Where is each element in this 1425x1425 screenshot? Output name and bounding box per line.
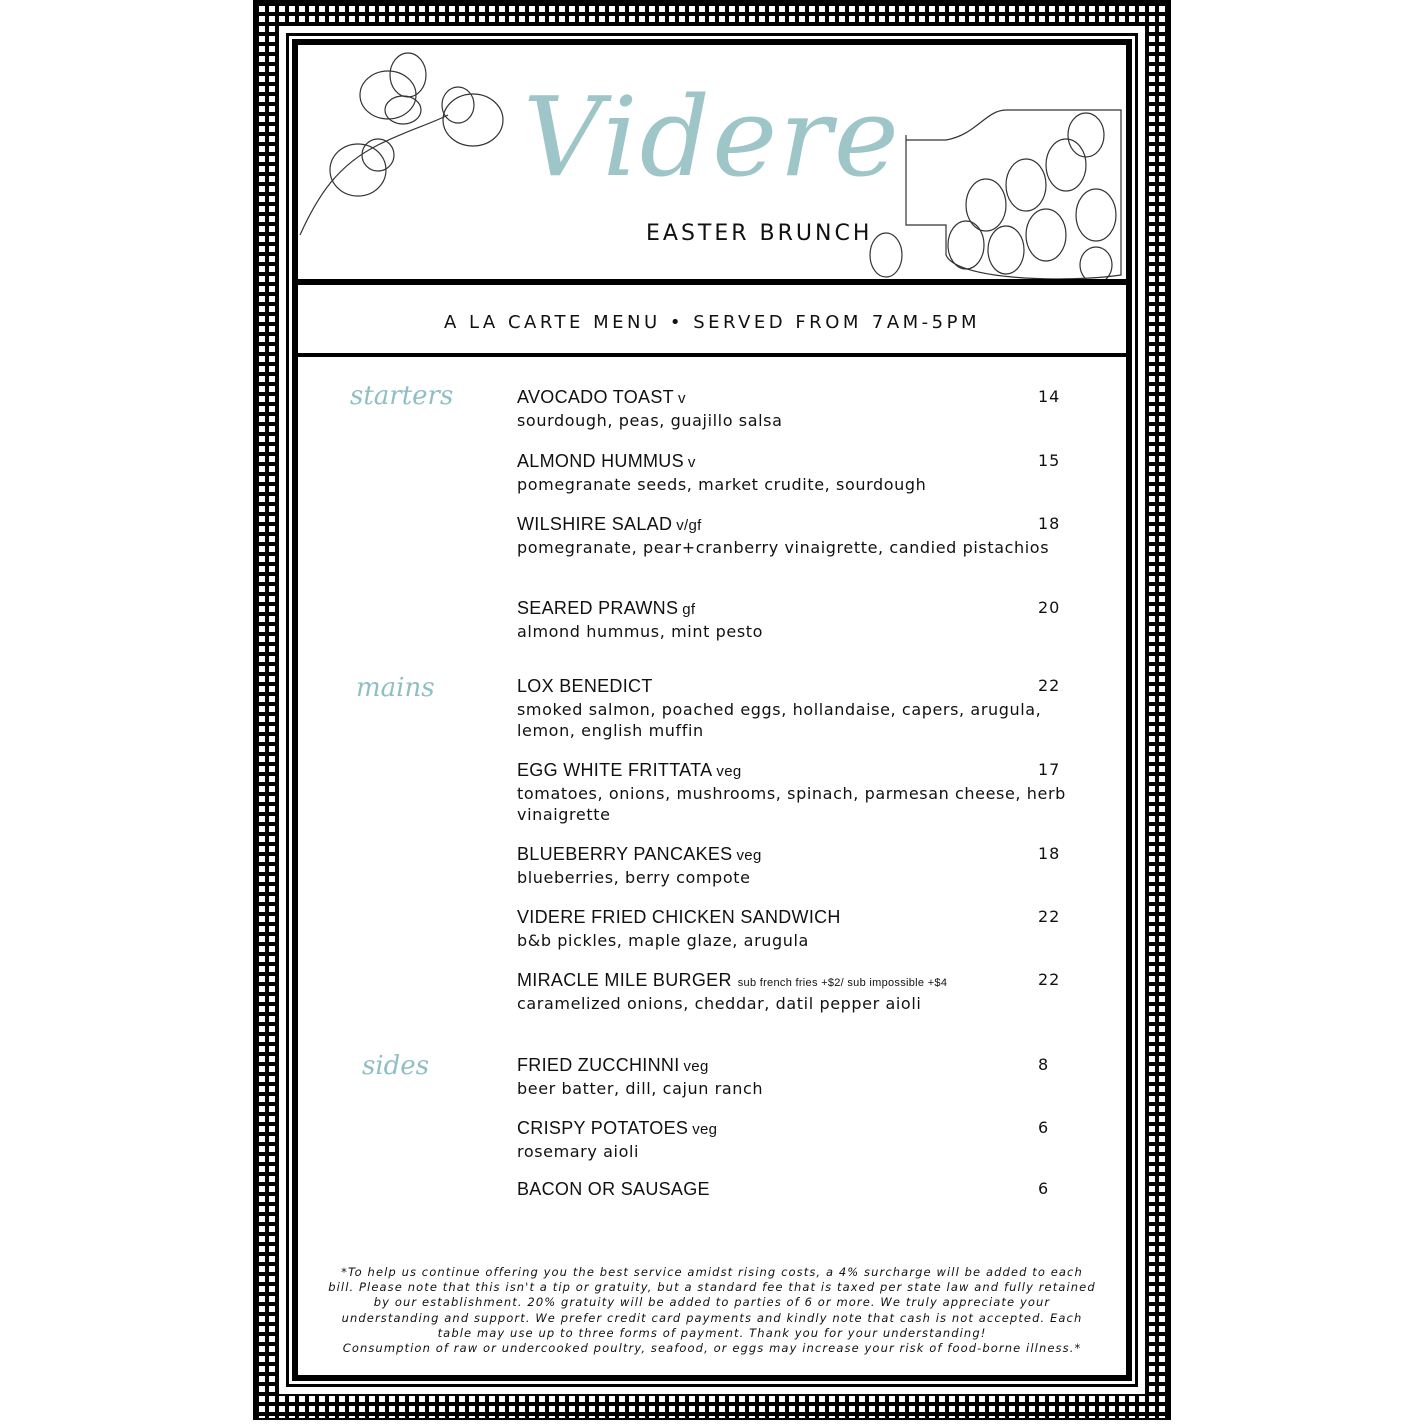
menu-item [517, 844, 1077, 888]
footer-line: understanding and support. We prefer credit card payments and kindly note that cash is not accepted. Each [341, 1310, 1083, 1325]
item-name: CRISPY POTATOES veg [517, 1118, 718, 1138]
menu-item [517, 598, 1077, 642]
item-price: 6 [1038, 1118, 1050, 1137]
item-name: BACON OR SAUSAGE [517, 1179, 710, 1199]
item-name: ALMOND HUMMUS v [517, 451, 696, 471]
item-name: EGG WHITE FRITTATA veg [517, 760, 742, 780]
item-price: 22 [1038, 907, 1061, 926]
menu-item [517, 1118, 1077, 1162]
item-diet-tag: gf [682, 601, 696, 618]
item-name: FRIED ZUCCHINNI veg [517, 1055, 709, 1075]
item-diet-tag: veg [736, 847, 762, 864]
menu-item [517, 760, 1077, 825]
service-info-band [298, 291, 1126, 357]
category-starters: starters [350, 381, 454, 411]
item-description: smoked salmon, poached eggs, hollandaise, capers, arugula, lemon, english muffin [517, 700, 1042, 740]
footer-disclaimer [318, 1265, 1106, 1356]
item-name: BLUEBERRY PANCAKES veg [517, 844, 762, 864]
item-name: SEARED PRAWNS gf [517, 598, 696, 618]
item-price: 18 [1038, 514, 1061, 533]
item-description: caramelized onions, cheddar, datil pepper aioli [517, 994, 922, 1013]
menu-header [298, 45, 1126, 285]
item-price: 17 [1038, 760, 1061, 779]
item-price: 20 [1038, 598, 1061, 617]
item-name: MIRACLE MILE BURGER sub french fries +$2/ sub impossible +$4 [517, 970, 948, 990]
item-description: sourdough, peas, guajillo salsa [517, 411, 783, 430]
item-price: 15 [1038, 451, 1061, 470]
footer-line: bill. Please note that this isn't a tip or gratuity, but a standard fee that is taxed per state law and fully retained [328, 1280, 1096, 1295]
item-diet-tag: v [677, 390, 686, 407]
menu-item [517, 970, 1077, 1014]
item-name: VIDERE FRIED CHICKEN SANDWICH [517, 907, 841, 927]
menu-item [517, 514, 1077, 558]
item-price: 18 [1038, 844, 1061, 863]
service-hours: 7AM-5PM [871, 311, 981, 333]
item-description: beer batter, dill, cajun ranch [517, 1079, 764, 1098]
item-description: pomegranate seeds, market crudite, sourdough [517, 475, 927, 494]
menu-item [517, 676, 1077, 741]
menu-item [517, 907, 1077, 951]
item-price: 14 [1038, 387, 1061, 406]
category-sides: sides [362, 1051, 430, 1081]
item-description: blueberries, berry compote [517, 868, 751, 887]
item-description: b&b pickles, maple glaze, arugula [517, 931, 809, 950]
menu-subtitle: EASTER BRUNCH [646, 221, 873, 246]
footer-line: Consumption of raw or undercooked poultry, seafood, or eggs may increase your risk of food-borne illness.* [342, 1341, 1082, 1356]
menu-item [517, 1179, 1077, 1200]
menu-item [517, 387, 1077, 431]
item-diet-tag: v [687, 454, 696, 471]
restaurant-logo: Videre [523, 73, 901, 201]
item-price: 6 [1038, 1179, 1050, 1198]
menu-item [517, 1055, 1077, 1099]
item-name: WILSHIRE SALAD v/gf [517, 514, 702, 534]
footer-line: by our establishment. 20% gratuity will be added to parties of 6 or more. We truly appreciate your [373, 1295, 1051, 1310]
item-price: 8 [1038, 1055, 1050, 1074]
item-description: rosemary aioli [517, 1142, 640, 1161]
egg-jar-illustration-icon [866, 105, 1126, 285]
item-price: 22 [1038, 970, 1061, 989]
item-diet-tag: veg [683, 1058, 709, 1075]
item-diet-tag: v/gf [676, 517, 702, 534]
item-note: sub french fries +$2/ sub impossible +$4 [737, 977, 948, 989]
item-diet-tag: veg [692, 1121, 718, 1138]
footer-line: *To help us continue offering you the best service amidst rising costs, a 4% surcharge will be added to each [341, 1265, 1083, 1279]
item-name: AVOCADO TOAST v [517, 387, 686, 407]
orchid-illustration-icon [298, 45, 518, 245]
item-description: almond hummus, mint pesto [517, 622, 764, 641]
category-mains: mains [356, 673, 435, 703]
menu-page [292, 39, 1132, 1381]
footer-line: table may use up to three forms of payment. Thank you for your understanding! [437, 1325, 987, 1340]
item-price: 22 [1038, 676, 1061, 695]
service-label: A LA CARTE MENU • SERVED FROM [443, 311, 862, 333]
item-name: LOX BENEDICT [517, 676, 653, 696]
menu-border [253, 0, 1171, 1420]
item-description: pomegranate, pear+cranberry vinaigrette, candied pistachios [517, 538, 1050, 557]
menu-item [517, 451, 1077, 495]
item-description: tomatoes, onions, mushrooms, spinach, parmesan cheese, herb vinaigrette [517, 784, 1066, 824]
item-diet-tag: veg [716, 763, 742, 780]
